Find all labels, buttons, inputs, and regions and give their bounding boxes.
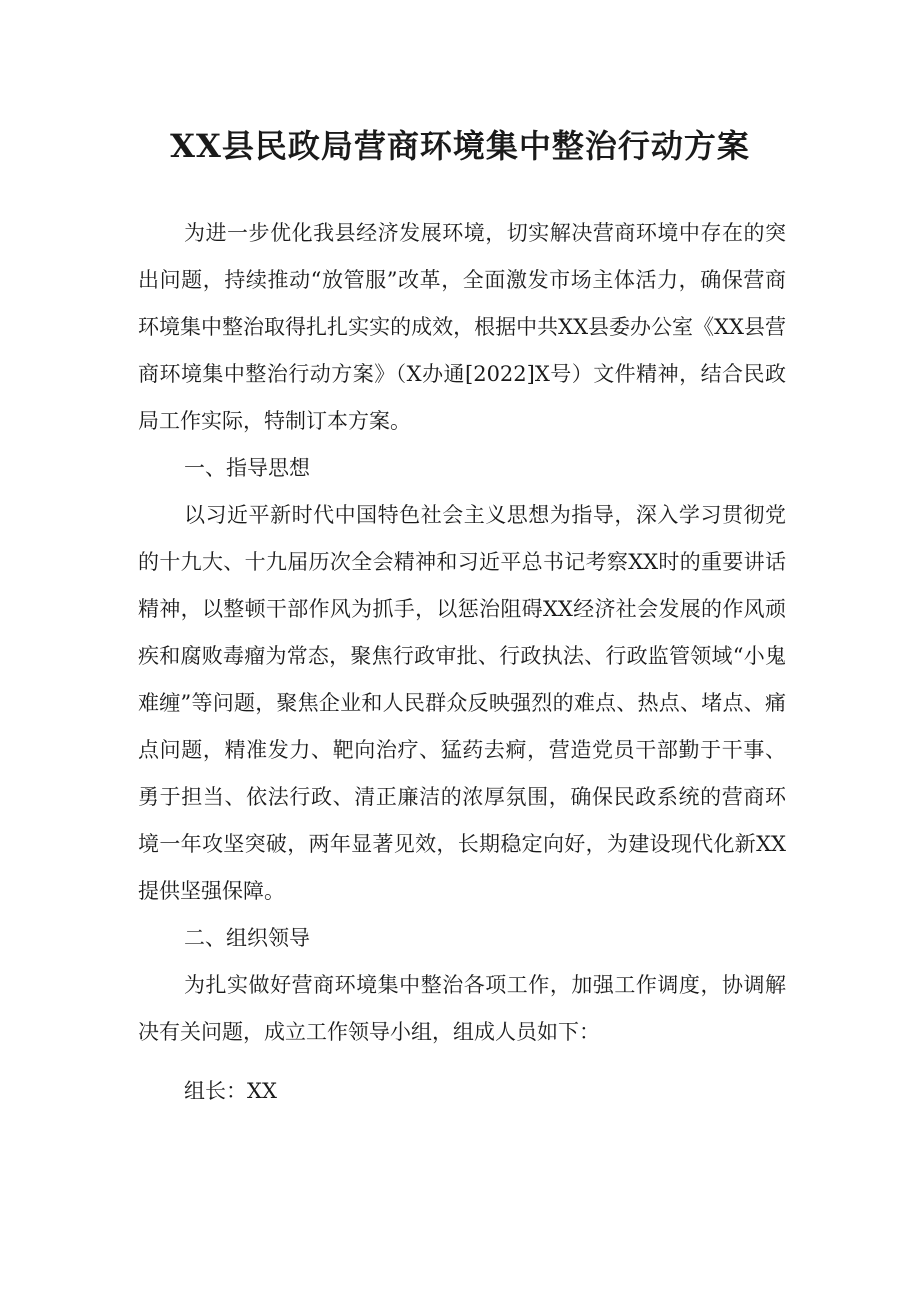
group-leader-line: 组长：XX [184, 1079, 277, 1103]
document-title: XX县民政局营商环境集中整治行动方案 [170, 127, 750, 165]
organization-paragraph: 为扎实做好营商环境集中整治各项工作，加强工作调度，协调解决有关问题，成立工作领导小组，组成人员如下： [138, 973, 786, 1044]
section-heading-organization: 二、组织领导 [184, 926, 310, 950]
section-heading-guiding-ideology: 一、指导思想 [184, 456, 310, 480]
document-body [138, 210, 786, 1115]
guiding-ideology-paragraph: 以习近平新时代中国特色社会主义思想为指导，深入学习贯彻党的十九大、十九届历次全会精神和习近平总书记考察XX时的重要讲话精神，以整顿干部作风为抓手，以惩治阻碍XX经济社会发展的作风顽疾和腐败毒瘤为常态，聚焦行政审批、行政执法、行政监管领域“小鬼难缠”等问题，聚焦企业和人民群众反映强烈的难点、热点、堵点、痛点问题，精准发力、靶向治疗、猛药去痾，营造党员干部勤于干事、勇于担当、依法行政、清正廉洁的浓厚氛围，确保民政系统的营商环境一年攻坚突破，两年显著见效，长期稳定向好，为建设现代化新XX提供坚强保障。 [138, 503, 786, 903]
intro-paragraph: 为进一步优化我县经济发展环境，切实解决营商环境中存在的突出问题，持续推动“放管服”改革，全面激发市场主体活力，确保营商环境集中整治取得扎扎实实的成效，根据中共XX县委办公室《XX县营商环境集中整治行动方案》（X办通[2022]X号）文件精神，结合民政局工作实际，特制订本方案。 [138, 221, 786, 433]
